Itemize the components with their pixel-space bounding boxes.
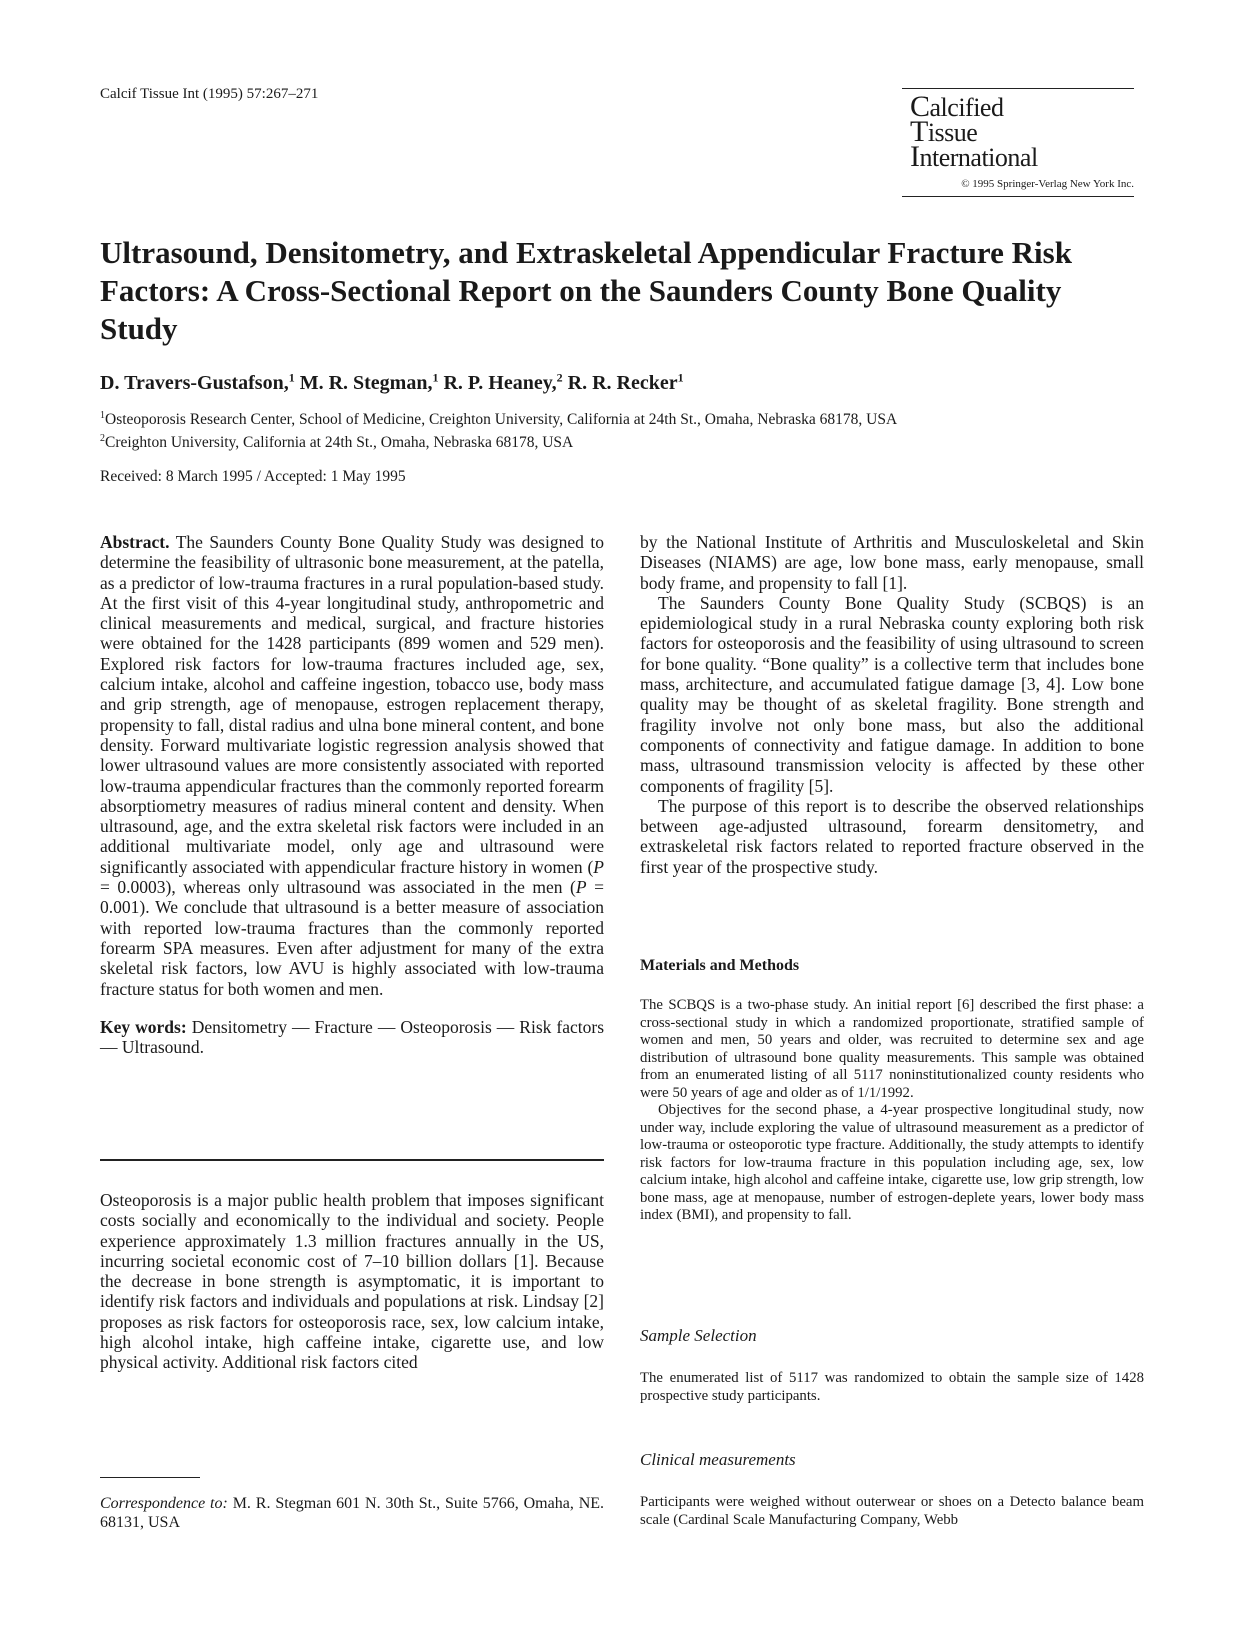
intro-paragraph: Osteoporosis is a major public health problem that imposes significant costs socially and economically to the individual and society. People experience approximately 1.3 million fractures annually in the US, incurring societal economic cost of 7–10 billion dollars [1]. Because the decrease in bone strength is asymptomatic, it is important to identify risk factors and individuals and populations at risk. Lindsay [2] proposes as risk factors for osteoporosis race, sex, low calcium intake, high alcohol intake, high caffeine intake, cigarette use, and low physical activity. Additional risk factors cited	[100, 1190, 604, 1373]
abstract-block	[100, 532, 604, 1057]
logo-line-2: Tissue	[910, 115, 978, 148]
abstract-divider	[100, 1159, 604, 1161]
footnote-divider	[100, 1477, 200, 1478]
author: R. P. Heaney,$^2$	[443, 370, 563, 394]
copyright: © 1995 Springer-Verlag New York Inc.	[961, 178, 1134, 190]
clinical-measurements-heading: Clinical measurements	[640, 1450, 796, 1469]
affiliations	[100, 406, 1160, 452]
sample-selection-text: The enumerated list of 5117 was randomized to obtain the sample size of 1428 prospective study participants.	[640, 1370, 1144, 1404]
author: D. Travers-Gustafson,$^1$	[100, 370, 295, 394]
right-column-intro	[640, 532, 1144, 877]
correspondence: Correspondence to: M. R. Stegman 601 N. 30th St., Suite 5766, Omaha, NE. 68131, USA	[100, 1495, 605, 1531]
author-list	[100, 370, 684, 395]
intro-continued: by the National Institute of Arthritis and Musculoskeletal and Skin Diseases (NIAMS) are age, low bone mass, early menopause, small body frame, and propensity to fall [1].	[640, 532, 1144, 593]
affiliation: $^2$Creighton University, California at 24th St., Omaha, Nebraska 68178, USA	[100, 433, 574, 452]
intro-left-block	[100, 1190, 604, 1373]
clinical-measurements-text: Participants were weighed without outerwear or shoes on a Detecto balance beam scale (Cardinal Scale Manufacturing Company, Webb	[640, 1494, 1144, 1528]
methods-paragraph-2: Objectives for the second phase, a 4-year prospective longitudinal study, now under way, include exploring the value of ultrasound measurement as a predictor of low-trauma or osteoporotic type fracture. Additionally, the study attempts to identify risk factors for low-trauma fracture in this population including age, sex, low calcium intake, high alcohol and caffeine intake, cigarette use, low grip strength, low bone mass, age at menopause, number of estrogen-deplete years, lower body mass index (BMI), and propensity to fall.	[640, 1102, 1144, 1223]
methods-paragraph-1: The SCBQS is a two-phase study. An initial report [6] described the first phase: a cross-sectional study in which a randomized proportionate, stratified sample of women and men, 50 years and older, was recruited to determine sex and age distribution of ultrasound bone quality measurements. This sample was obtained from an enumerated listing of all 5117 noninstitutionalized county residents who were 50 years of age and older as of 1/1/1992.	[640, 997, 1144, 1101]
abstract-text: Abstract. The Saunders County Bone Quality Study was designed to determine the feasibility of ultrasonic bone measurement, at the patella, as a predictor of low-trauma fractures in a rural population-based study. At the first visit of this 4-year longitudinal study, anthropometric and clinical measurements and medical, surgical, and fracture histories were obtained for the 1428 participants (899 women and 529 men). Explored risk factors for low-trauma fractures included age, sex, calcium intake, alcohol and caffeine ingestion, tobacco use, body mass and grip strength, age of menopause, estrogen replacement therapy, propensity to fall, distal radius and ulna bone mineral content, and bone density. Forward multivariate logistic regression analysis showed that lower ultrasound values are more consistently associated with reported low-trauma appendicular fractures than the commonly reported forearm absorptiometry measures of radius mineral content and density. When ultrasound, age, and the extra skeletal risk factors were included in an additional multivariate model, only age and ultrasound were significantly associated with appendicular fracture history in women (P = 0.0003), whereas only ultrasound was associated in the men (P = 0.001). We conclude that ultrasound is a better measure of association with reported low-trauma fractures than the commonly reported forearm SPA measures. Even after adjustment for many of the extra skeletal risk factors, low AVU is highly associated with low-trauma fracture status for both women and men.	[100, 532, 604, 999]
journal-citation: Calcif Tissue Int (1995) 57:267–271	[100, 86, 319, 102]
logo-line-1: Calcified	[910, 90, 1004, 123]
logo-line-3: International	[910, 140, 1038, 173]
methods-block	[640, 997, 1144, 1225]
author: M. R. Stegman,$^1$	[299, 370, 439, 394]
affiliation: $^1$Osteoporosis Research Center, School of Medicine, Creighton University, California at 24th St., Omaha, Nebraska 68178, USA	[100, 410, 898, 429]
logo-bottom-rule	[902, 196, 1134, 197]
scbqs-paragraph: The Saunders County Bone Quality Study (SCBQS) is an epidemiological study in a rural Nebraska county exploring both risk factors for osteoporosis and the feasibility of using ultrasound to screen for bone quality. “Bone quality” is a collective term that includes bone mass, architecture, and accumulated fatigue damage [3, 4]. Low bone quality may be thought of as skeletal fragility. Bone strength and fragility involve not only bone mass, but also the additional components of connectivity and fatigue damage. In addition to bone mass, ultrasound transmission velocity is affected by these other components of fragility [5].	[640, 592, 1144, 796]
methods-heading: Materials and Methods	[640, 957, 800, 974]
purpose-paragraph: The purpose of this report is to describe the observed relationships between age-adjusted ultrasound, forearm densitometry, and extraskeletal risk factors related to reported fracture observed in the first year of the prospective study.	[640, 795, 1144, 877]
sample-selection-block	[640, 1370, 1144, 1405]
received-dates: Received: 8 March 1995 / Accepted: 1 May 1995	[100, 468, 406, 485]
journal-logo	[902, 88, 1134, 197]
paper-title: Ultrasound, Densitometry, and Extraskeletal Appendicular Fracture Risk Factors: A Cross-Sectional Report on the Saunders County Bone Quality Study	[100, 235, 1072, 346]
sample-selection-heading: Sample Selection	[640, 1326, 757, 1345]
author: R. R. Recker$^1$	[567, 370, 684, 394]
clinical-measurements-block	[640, 1494, 1144, 1529]
keywords: Key words: Densitometry — Fracture — Osteoporosis — Risk factors — Ultrasound.	[100, 1016, 605, 1058]
